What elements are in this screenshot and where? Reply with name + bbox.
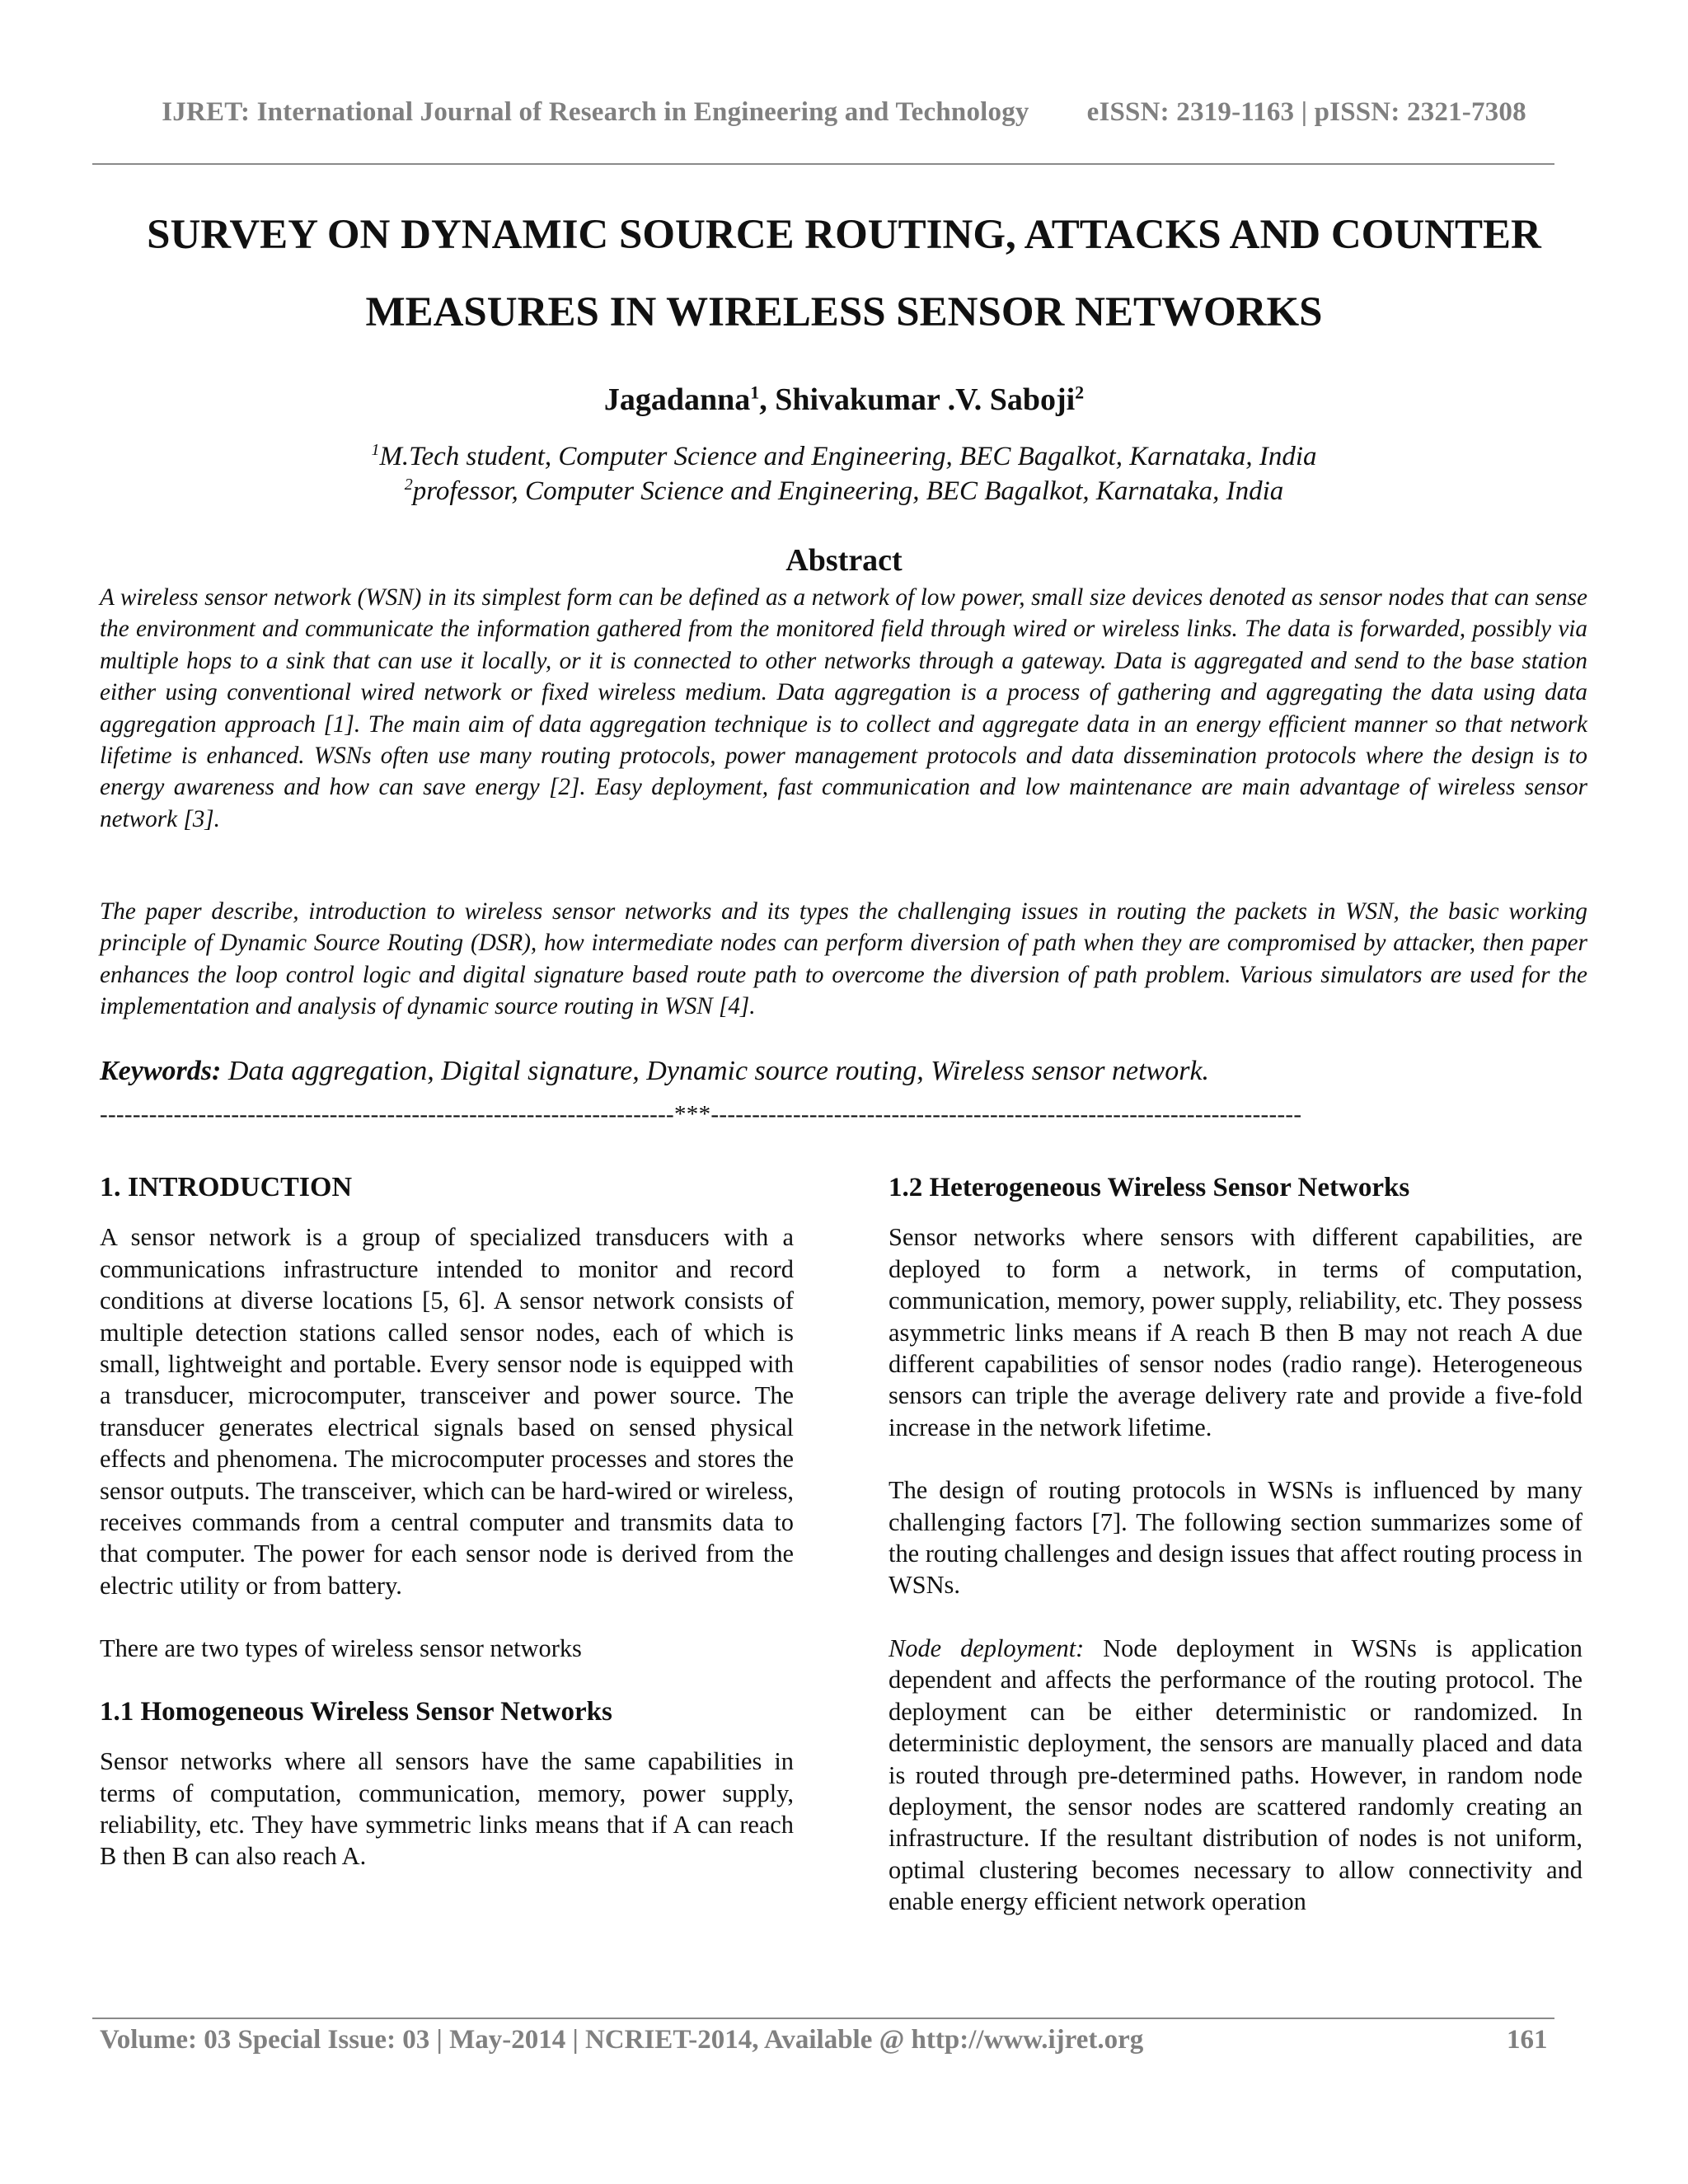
author-1: Jagadanna xyxy=(603,382,751,417)
author-separator: , xyxy=(759,382,776,417)
section-separator: ----------------------------------------------------------------------***------------------------------------------------------------------------ xyxy=(100,1101,1302,1127)
node-deployment-paragraph xyxy=(889,1633,1582,1918)
keywords-text: Data aggregation, Digital signature, Dynamic source routing, Wireless sensor network. xyxy=(221,1056,1210,1086)
footer-rule xyxy=(92,2018,1554,2019)
affiliation-1-text: M.Tech student, Computer Science and Engineering, BEC Bagalkot, Karnataka, India xyxy=(379,442,1317,471)
footer-citation: Volume: 03 Special Issue: 03 | May-2014 | NCRIET-2014, Available @ http://www.ijret.org xyxy=(100,2025,1144,2055)
affiliation-1 xyxy=(0,441,1688,472)
introduction-paragraph-2: There are two types of wireless sensor networks xyxy=(100,1634,582,1663)
affiliation-2 xyxy=(0,476,1688,507)
abstract-heading: Abstract xyxy=(785,543,903,578)
running-header xyxy=(0,97,1688,128)
keywords xyxy=(100,1056,1587,1087)
paper-title xyxy=(82,196,1606,351)
introduction-paragraph-1: A sensor network is a group of specialized transducers with a communications infrastructure intended to monitor and record conditions at diverse locations [5, 6]. A sensor network consists of multiple detection stations called sensor nodes, each of which is small, lightweight and portable. Every sensor node is equipped with a transducer, microcomputer, transceiver and power source. The transducer generates electrical signals based on sensed physical effects and phenomena. The microcomputer processes and stores the sensor outputs. The transceiver, which can be hard-wired or wireless, receives commands from a central computer and transmits data to that computer. The power for each sensor node is derived from the electric utility or from battery. xyxy=(100,1223,794,1600)
journal-name: IJRET: International Journal of Research in Engineering and Technology xyxy=(162,97,1029,127)
node-deployment-text: Node deployment in WSNs is application dependent and affects the performance of the routing protocol. The deployment can be either deterministic or randomized. In deterministic deployment, the sensors are manually placed and data is routed through pre-determined paths. However, in random node deployment, the sensor nodes are scattered randomly creating an infrastructure. If the resultant distribution of nodes is not uniform, optimal clustering becomes necessary to allow connectivity and enable energy efficient network operation xyxy=(889,1633,1582,1916)
node-deployment-label: Node deployment: xyxy=(889,1633,1085,1662)
affiliation-2-text: professor, Computer Science and Engineering, BEC Bagalkot, Karnataka, India xyxy=(412,476,1284,506)
author-1-affil-mark: 1 xyxy=(750,382,760,403)
heterogeneous-paragraph-1: Sensor networks where sensors with different capabilities, are deployed to form a network, in terms of computation, communication, memory, power supply, reliability, etc. They possess asymmetric links means if A reach B then B may not reach A due different capabilities of sensor nodes (radio range). Heterogeneous sensors can triple the average delivery rate and provide a five-fold increase in the network lifetime. xyxy=(889,1223,1582,1441)
author-list xyxy=(0,382,1688,418)
introduction-heading: 1. INTRODUCTION xyxy=(100,1172,353,1202)
left-column xyxy=(100,1172,794,1904)
title-line-2: MEASURES IN WIRELESS SENSOR NETWORKS xyxy=(365,289,1323,335)
issn-numbers: eISSN: 2319-1163 | pISSN: 2321-7308 xyxy=(1086,97,1526,127)
abstract-paragraph-2: The paper describe, introduction to wireless sensor networks and its types the challenging issues in routing the packets in WSN, the basic working principle of Dynamic Source Routing (DSR), how intermediate nodes can perform diversion of path when they are compromised by attacker, then paper enhances the loop control logic and digital signature based route path to overcome the diversion of path problem. Various simulators are used for the implementation and analysis of dynamic source routing in WSN [4]. xyxy=(100,898,1587,1020)
affiliation-2-mark: 2 xyxy=(404,476,413,494)
abstract-paragraph-1: A wireless sensor network (WSN) in its simplest form can be defined as a network of low power, small size devices denoted as sensor nodes that can sense the environment and communicate the information gathered from the monitored field through wired or wireless links. The data is forwarded, possibly via multiple hops to a sink that can use it locally, or it is connected to other networks through a gateway. Data is aggregated and send to the base station either using conventional wired network or fixed wireless medium. Data aggregation is a process of gathering and aggregating the data using data aggregation approach [1]. The main aim of data aggregation technique is to collect and aggregate data in an energy efficient manner so that network lifetime is enhanced. WSNs often use many routing protocols, power management protocols and data dissemination protocols where the design is to energy awareness and how can save energy [2]. Easy deployment, fast communication and low maintenance are main advantage of wireless sensor network [3]. xyxy=(100,584,1587,832)
right-column xyxy=(889,1172,1582,1949)
title-line-1: SURVEY ON DYNAMIC SOURCE ROUTING, ATTACKS AND COUNTER xyxy=(147,212,1541,258)
homogeneous-heading: 1.1 Homogeneous Wireless Sensor Networks xyxy=(100,1696,612,1727)
heterogeneous-paragraph-2: The design of routing protocols in WSNs is influenced by many challenging factors [7]. The following section summarizes some of the routing challenges and design issues that affect routing process in WSNs. xyxy=(889,1476,1582,1600)
homogeneous-paragraph: Sensor networks where all sensors have the same capabilities in terms of computation, communication, memory, power supply, reliability, etc. They have symmetric links means that if A can reach B then B can also reach A. xyxy=(100,1747,794,1871)
header-rule xyxy=(92,163,1554,165)
affiliation-1-mark: 1 xyxy=(371,441,380,459)
keywords-label: Keywords: xyxy=(100,1056,222,1086)
heterogeneous-heading: 1.2 Heterogeneous Wireless Sensor Networks xyxy=(889,1173,1410,1202)
page-number: 161 xyxy=(1507,2025,1548,2055)
author-2: Shivakumar .V. Saboji xyxy=(775,382,1076,417)
author-2-affil-mark: 2 xyxy=(1075,382,1085,403)
